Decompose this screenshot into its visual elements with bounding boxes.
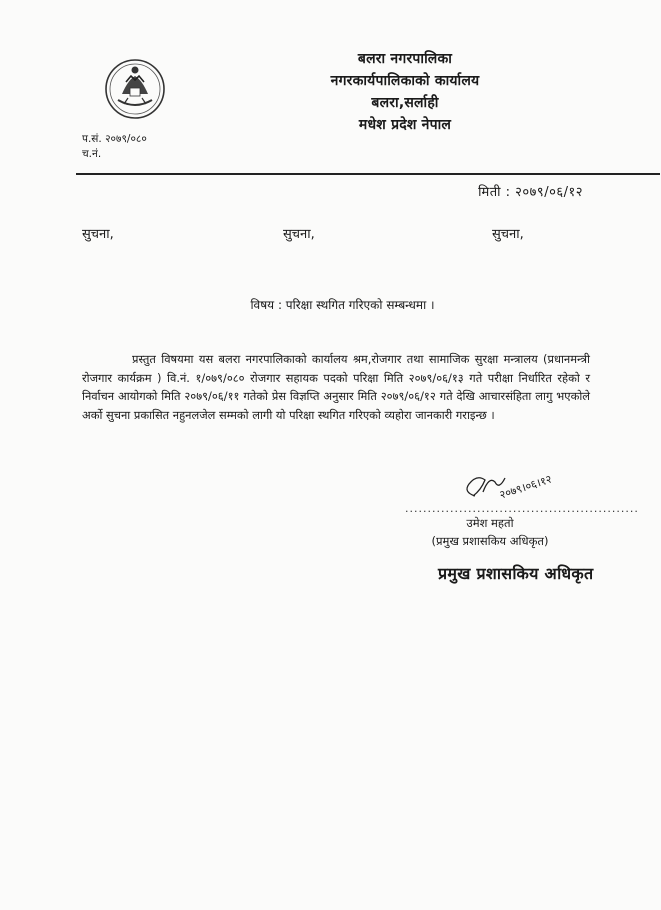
subject-line: विषय : परिक्षा स्थगित गरिएको सम्बन्धमा ।	[250, 298, 435, 312]
official-stamp: प्रमुख प्रशासकिय अधिकृत	[438, 564, 594, 583]
reference-block	[82, 132, 147, 162]
signature-date: २०७९।०६।१२	[497, 472, 554, 502]
notice-label-1: सुचना,	[82, 227, 114, 242]
handwritten-signature	[455, 462, 565, 506]
org-name: बलरा नगरपालिका	[357, 51, 453, 67]
ref-number: प.सं. २०७९/०८०	[82, 133, 147, 145]
signatory-title: (प्रमुख प्रशासकिय अधिकृत)	[431, 534, 549, 548]
body-paragraph: प्रस्तुत विषयमा यस बलरा नगरपालिकाको कार्यालय श्रम,रोजगार तथा सामाजिक सुरक्षा मन्त्रालय (प्रधानमन्त्री रोजगार कार्यक्रम ) वि.नं. १/०७९/०८० रोजगार सहायक पदको परिक्षा मिति २०७९/०६/१३ गते परीक्षा निर्धारित रहेको र निर्वाचन आयोगको मिति २०७९/०६/११ गतेको प्रेस विज्ञप्ति अनुसार मिति २०७९/०६/१२ गते देखि आचारसंहिता लागु भएकोले अर्को सुचना प्रकासित नहुनलजेल सम्मको लागी यो परिक्षा स्थगित गरिएको व्यहोरा जानकारी गराइन्छ ।	[82, 352, 590, 422]
organization-header	[280, 48, 530, 136]
signatory-name: उमेश महतो	[466, 516, 514, 530]
org-province: मधेश प्रदेश नेपाल	[358, 117, 452, 133]
nepal-emblem-icon	[104, 58, 166, 120]
date-line: मिती : २०७९/०६/१२	[478, 185, 583, 200]
signature-dotted-line: ....................................................	[405, 502, 639, 515]
header-divider	[76, 173, 660, 175]
org-office: नगरकार्यपालिकाको कार्यालय	[330, 73, 480, 89]
dispatch-number: च.नं.	[82, 148, 102, 160]
org-location: बलरा,सर्लाही	[371, 95, 439, 111]
notice-label-2: सुचना,	[283, 227, 315, 242]
notice-label-3: सुचना,	[492, 227, 524, 242]
